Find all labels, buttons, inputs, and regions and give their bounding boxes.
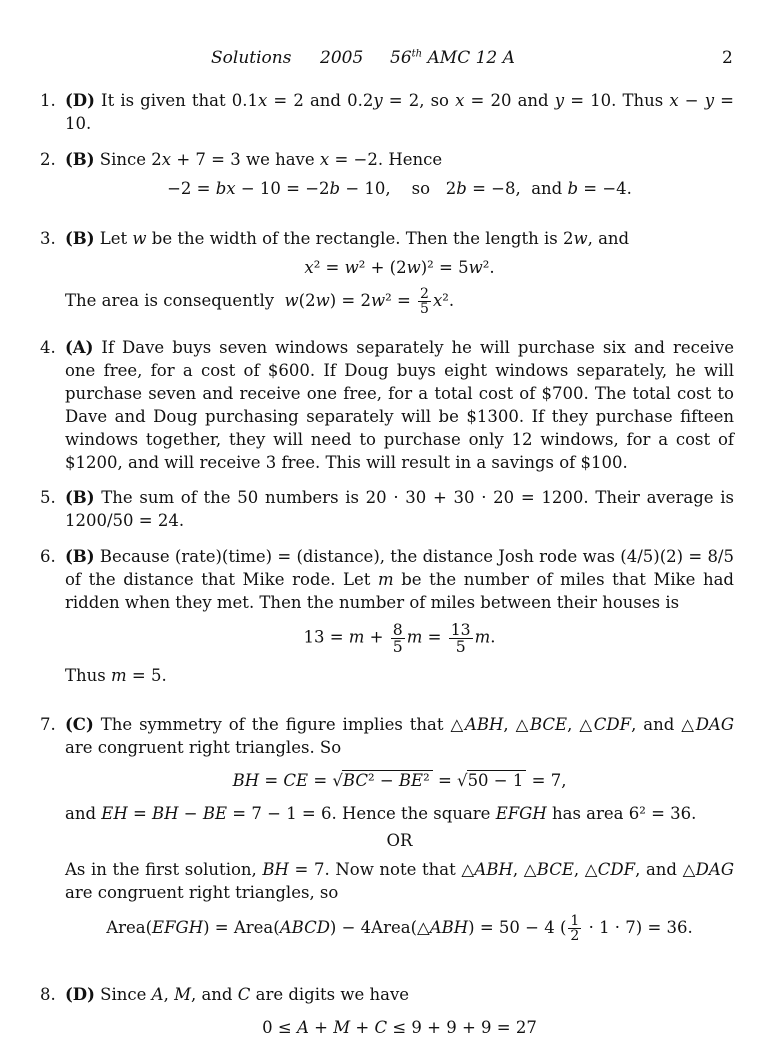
- header-competition: 56th AMC 12 A: [390, 48, 515, 68]
- answer-choice: (D): [65, 91, 95, 110]
- equation: x² = w² + (2w)² = 5w².: [304, 258, 495, 277]
- problem-body: (B) Let w be the width of the rectangle. Then the length is 2w, and x² = w² + (2w)² = 5w². The area is consequently w(2w) = 2w² = $\frac{2}{5}$ x².: [65, 227, 734, 316]
- conclusion: and EH = BH − BE = 7 − 1 = 6. Hence the square EFGH has area 6² = 36.: [65, 804, 697, 823]
- header-page-number: 2: [722, 48, 733, 68]
- problem-body: (D) Since A, M, and C are digits we have 0 ≤ A + M + C ≤ 9 + 9 + 9 = 27: [65, 983, 734, 1039]
- answer-choice: (B): [65, 488, 95, 507]
- equation: −2 = bx − 10 = −2b − 10, so 2b = −8, and b = −4.: [167, 179, 632, 198]
- header-section: Solutions: [211, 48, 292, 68]
- problem-2: [40, 148, 734, 208]
- alternate-solution: As in the first solution, BH = 7. Now note that △ABH, △BCE, △CDF, and △DAG are congruent right triangles, so: [65, 860, 734, 902]
- problem-body: (C) The symmetry of the figure implies that △ABH, △BCE, △CDF, and △DAG are congruent right triangles. So BH = CE = √BC² − BE² = √50 − 1 = 7, and EH = BH − BE = 7 − 1 = 6. Hence the square EFGH has area 6² = 36. OR As in the first solution, BH = 7. Now note that △ABH, △BCE, △CDF, and △DAG are congruent right triangles, so Area(EFGH) = Area(ABCD) − 4Area(△ABH) = 50 − 4 ( $\frac{1}{2}$ · 1 · 7) = 36.: [65, 715, 735, 945]
- problem-body: (B) Because (rate)(time) = (distance), the distance Josh rode was (4/5)(2) = 8/5 of the distance that Mike rode. Let m be the number of miles that Mike had ridden when they met. Then the number of miles between their houses is 13 = m + $\frac{8}{5}$ m = $\frac{13}{5}$ m. Thus m = 5.: [65, 547, 734, 686]
- problem-body: (B) Since 2x + 7 = 3 we have x = −2. Hence −2 = bx − 10 = −2b − 10, so 2b = −8, and b = −4.: [65, 148, 734, 200]
- problem-number: 2.: [40, 150, 56, 169]
- answer-choice: (B): [65, 150, 95, 169]
- problem-number: 7.: [40, 715, 56, 734]
- page-header: [0, 48, 768, 72]
- problem-number: 8.: [40, 985, 56, 1004]
- problem-text: If Dave buys seven windows separately he will purchase six and receive one free, for a cost of $600. If Doug buys eight windows separately, he will purchase seven and receive one free, for a total cost of $700. The total cost to Dave and Doug purchasing separately will be $1300. If they purchase fifteen windows together, they will need to purchase only 12 windows, for a cost of $1200, and will receive 3 free. This will result in a savings of $100.: [65, 338, 734, 472]
- equation: BH = CE = √BC² − BE² = √50 − 1 = 7,: [232, 771, 567, 790]
- answer-choice: (A): [65, 338, 94, 357]
- conclusion: The area is consequently w(2w) = 2w² = $\frac{2}{5}$ x².: [65, 286, 455, 318]
- problem-1: [40, 89, 734, 135]
- problem-7: [40, 713, 734, 943]
- problem-5: [40, 486, 734, 532]
- answer-choice: (B): [65, 547, 95, 566]
- alternate-equation: Area(EFGH) = Area(ABCD) − 4Area(△ABH) = 50 − 4 ( $\frac{1}{2}$ · 1 · 7) = 36.: [106, 913, 693, 945]
- header-year: 2005: [320, 48, 364, 68]
- problem-text: The sum of the 50 numbers is 20 · 30 + 30 · 20 = 1200. Their average is 1200/50 = 24.: [65, 488, 734, 530]
- problem-6: [40, 545, 734, 687]
- problem-number: 3.: [40, 229, 56, 248]
- problem-8: [40, 983, 734, 1047]
- problem-3: [40, 227, 734, 316]
- answer-choice: (C): [65, 715, 94, 734]
- problem-number: 1.: [40, 91, 56, 110]
- conclusion: Thus m = 5.: [65, 666, 167, 686]
- problem-number: 6.: [40, 547, 56, 566]
- problem-number: 5.: [40, 488, 56, 507]
- problem-body: [65, 486, 734, 532]
- problem-4: [40, 336, 734, 474]
- answer-choice: (D): [65, 985, 95, 1004]
- problem-number: 4.: [40, 338, 56, 357]
- answer-choice: (B): [65, 229, 95, 248]
- problem-body: (D) It is given that 0.1x = 2 and 0.2y = 2, so x = 20 and y = 10. Thus x − y = 10.: [65, 91, 734, 133]
- or-separator: OR: [386, 831, 413, 850]
- problem-body: [65, 336, 734, 474]
- equation-partial: 0 ≤ A + M + C ≤ 9 + 9 + 9 = 27: [262, 1018, 537, 1037]
- equation: 13 = m + $\frac{8}{5}$ m = $\frac{13}{5}$ m.: [303, 620, 496, 656]
